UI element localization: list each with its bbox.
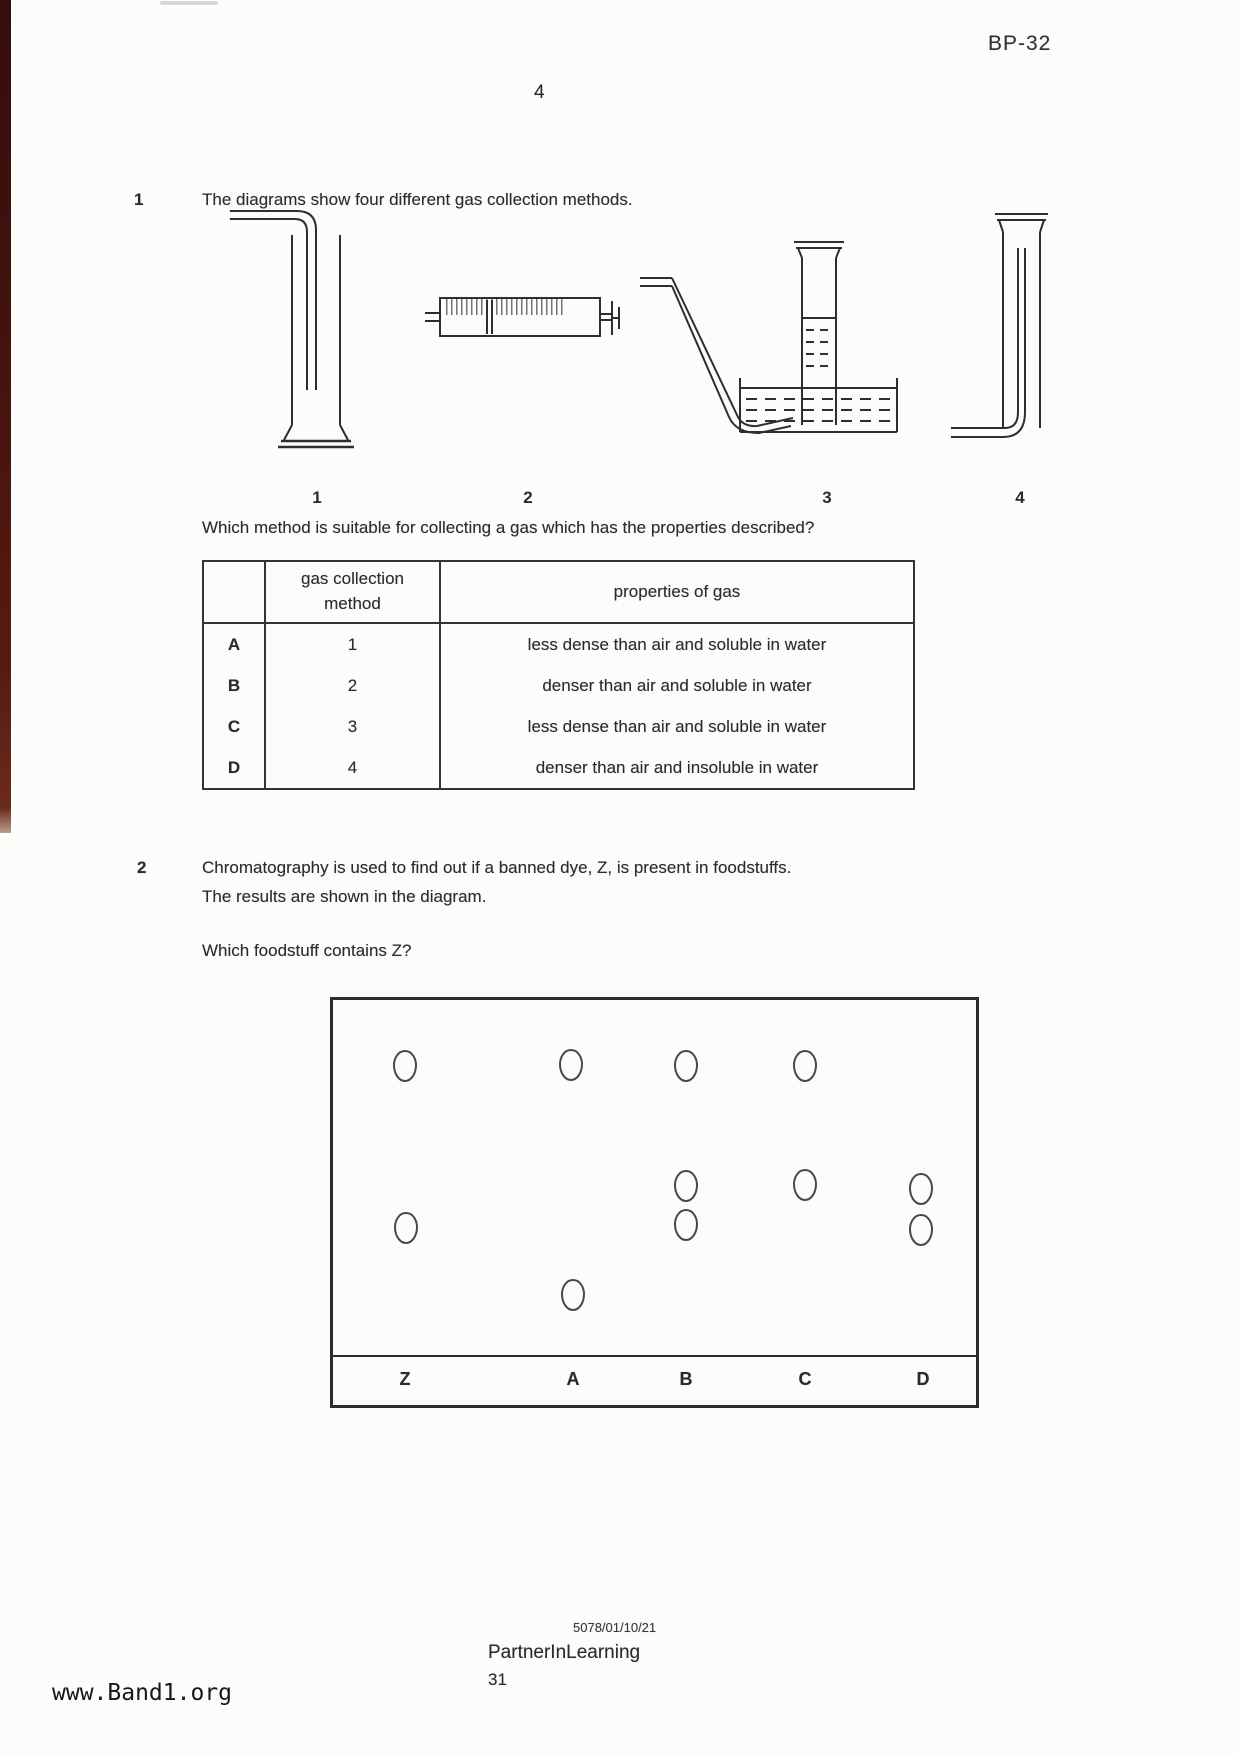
method-3-over-water-diagram bbox=[640, 242, 897, 433]
q2-question: Which foodstuff contains Z? bbox=[202, 941, 412, 960]
option-properties: denser than air and soluble in water bbox=[542, 675, 812, 695]
chromatogram-spot-B bbox=[675, 1171, 697, 1201]
option-letter: B bbox=[204, 665, 266, 706]
table-corner-cell bbox=[204, 562, 266, 624]
option-letter: A bbox=[204, 624, 266, 665]
option-properties: less dense than air and soluble in water bbox=[527, 716, 827, 736]
table-header-properties: properties of gas bbox=[441, 562, 913, 624]
chromatogram-diagram bbox=[330, 997, 979, 1408]
method-1-label: 1 bbox=[312, 488, 322, 507]
method-2-gas-syringe-diagram bbox=[425, 298, 619, 336]
page-number: 4 bbox=[534, 82, 545, 103]
method-2-label: 2 bbox=[523, 488, 533, 507]
q2-prompt-line1: Chromatography is used to find out if a banned dye, Z, is present in foodstuffs. bbox=[202, 858, 792, 877]
option-method: 1 bbox=[266, 624, 441, 665]
footer-watermark: www.Band1.org bbox=[52, 1680, 233, 1706]
q2-number: 2 bbox=[137, 858, 147, 877]
chromatogram-spot-B bbox=[675, 1051, 697, 1081]
lane-label-A: A bbox=[566, 1369, 580, 1389]
option-method: 4 bbox=[266, 747, 441, 788]
chromatogram-baseline bbox=[333, 1355, 976, 1357]
chromatogram-spots-layer bbox=[333, 1000, 976, 1405]
chromatogram-spot-A bbox=[560, 1050, 582, 1080]
lane-label-B: B bbox=[679, 1369, 693, 1389]
option-properties: denser than air and insoluble in water bbox=[535, 757, 819, 777]
q1-question: Which method is suitable for collecting a gas which has the properties described? bbox=[202, 518, 815, 537]
lane-label-C: C bbox=[798, 1369, 812, 1389]
method-4-label: 4 bbox=[1015, 488, 1025, 507]
chromatogram-spot-D bbox=[910, 1215, 932, 1245]
answer-table bbox=[202, 560, 915, 790]
chromatogram-spot-D bbox=[910, 1174, 932, 1204]
lane-label-D: D bbox=[916, 1369, 930, 1389]
chromatogram-spot-C bbox=[794, 1170, 816, 1200]
option-method: 2 bbox=[266, 665, 441, 706]
option-properties: less dense than air and soluble in water bbox=[527, 634, 827, 654]
footer-page-ref: 31 bbox=[488, 1670, 507, 1689]
option-letter: D bbox=[204, 747, 266, 788]
method-3-label: 3 bbox=[822, 488, 832, 507]
chromatogram-spot-Z bbox=[394, 1051, 416, 1081]
chromatogram-spot-C bbox=[794, 1051, 816, 1081]
doc-code: BP-32 bbox=[988, 32, 1052, 55]
table-header-method: gas collection method bbox=[266, 562, 441, 624]
q1-prompt: The diagrams show four different gas collection methods. bbox=[202, 190, 633, 209]
option-letter: C bbox=[204, 706, 266, 747]
gas-collection-diagrams bbox=[225, 200, 1075, 460]
option-method: 3 bbox=[266, 706, 441, 747]
scan-edge-artifact bbox=[0, 0, 11, 833]
q1-number: 1 bbox=[134, 190, 144, 209]
method-4-inverted-jar-diagram bbox=[951, 214, 1048, 437]
chromatogram-spot-B bbox=[675, 1210, 697, 1240]
chromatogram-spot-Z bbox=[395, 1213, 417, 1243]
method-1-gas-jar-diagram bbox=[230, 211, 354, 447]
footer-brand: PartnerInLearning bbox=[488, 1642, 641, 1663]
lane-label-Z: Z bbox=[399, 1369, 411, 1389]
scan-smudge-artifact bbox=[160, 1, 218, 5]
chromatogram-spot-A bbox=[562, 1280, 584, 1310]
q2-prompt-line2: The results are shown in the diagram. bbox=[202, 887, 487, 906]
footer-paper-code: 5078/01/10/21 bbox=[573, 1620, 657, 1635]
